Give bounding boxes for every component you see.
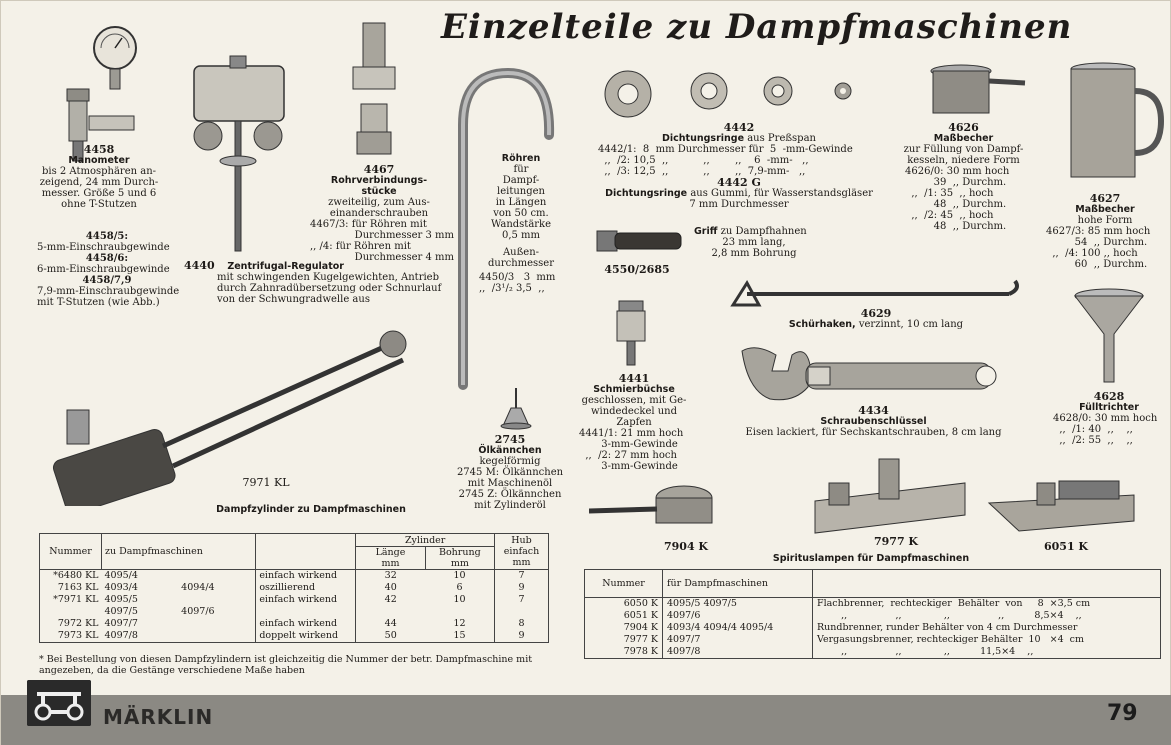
- rubber-rings-suffix: aus Gummi, für Wasserstandsgläser: [690, 188, 873, 199]
- oil-can-row: 2745 M: Ölkännchen: [456, 467, 564, 478]
- cell-engine: 4097/7: [663, 634, 813, 646]
- cell-length: 42: [356, 594, 425, 606]
- cell-number: 7163 KL: [57, 582, 99, 593]
- rubber-rings-number: 4442 G: [717, 176, 761, 189]
- order-note: * Bei Bestellung von diesen Dampfzylindern ist gleichzeitig die Nummer der betr. Dampfmaschine mit angezeben, da die Gestänge verschiedene Maße haben: [39, 654, 533, 676]
- measuring-cup-low-row: 48 ,, Durchm.: [905, 199, 1007, 210]
- cell-engine: 4093/4: [104, 582, 138, 593]
- regulator-illustration: [186, 51, 296, 256]
- cell-engine: 4095/5: [104, 594, 138, 605]
- bore-label: Bohrung: [438, 546, 481, 558]
- measuring-cup-high-illustration: [1067, 61, 1167, 181]
- measuring-cup-low-row: 4626/0: 30 mm hoch: [905, 166, 1010, 177]
- col-header-engines: zu Dampfmaschinen: [102, 534, 256, 570]
- table-row: [40, 594, 549, 606]
- cell-engine: 4097/8: [663, 646, 813, 659]
- cell-description: Vergasungsbrenner, rechteckiger Behälter 10 ×4 cm: [813, 634, 1161, 646]
- pipe-desc: Dampf-: [502, 175, 540, 186]
- cell-type: [256, 606, 356, 618]
- cell-engine: 4097/8: [104, 630, 138, 641]
- measuring-cup-low-row: 48 ,, Durchm.: [905, 221, 1007, 232]
- measuring-cup-low-illustration: [929, 63, 1029, 119]
- maerklin-logo-icon: [27, 680, 91, 726]
- table-row: [585, 646, 1161, 659]
- manometer-desc: messer. Größe 5 und 6: [41, 188, 157, 199]
- funnel-row: ,, /2: 55 ,, ,,: [1053, 435, 1133, 446]
- page-title: Einzelteile zu Dampfmaschinen: [441, 7, 1073, 47]
- cell-stroke: 7: [495, 570, 549, 583]
- manometer-variant-number: 4458/5:: [85, 231, 129, 242]
- measuring-cup-low-row: ,, /1: 35 ,, hoch: [905, 188, 994, 199]
- manometer-variant-desc: 5-mm-Einschraubgewinde: [37, 242, 170, 253]
- cell-number: 7972 KL: [57, 618, 99, 629]
- stroke-unit: mm: [512, 557, 531, 568]
- oil-can-row: 2745 Z: Ölkännchen: [458, 489, 562, 500]
- cylinder-table: [39, 533, 549, 643]
- sealing-rings-name: Dichtungsringe: [662, 133, 745, 144]
- cell-bore: 15: [453, 630, 466, 641]
- pipe-connector-name: Rohrverbindungs-: [330, 175, 428, 186]
- pipe-text: [486, 153, 556, 269]
- col-header-number: Nummer: [585, 570, 663, 598]
- cell-type: einfach wirkend: [256, 618, 356, 630]
- lamp-1-label-wrap: [651, 541, 721, 552]
- cell-length: 32: [356, 570, 425, 583]
- table-row: [585, 610, 1161, 622]
- poker-suffix: verzinnt, 10 cm lang: [858, 319, 964, 330]
- handle-number-wrap: [597, 264, 677, 275]
- length-label: Länge: [375, 546, 406, 558]
- cell-engine: 4094/4: [181, 582, 215, 593]
- sealing-rings-illustration: [601, 69, 861, 119]
- pipe-connector-variant: ,, /4: für Röhren mit: [310, 241, 411, 252]
- cell-type: einfach wirkend: [256, 570, 356, 583]
- regulator-text: [184, 260, 444, 305]
- col-header-cylinder: [356, 534, 495, 570]
- regulator-desc: von der Schwungradwelle aus: [217, 294, 370, 305]
- cell-bore: 10: [453, 594, 466, 605]
- wrench-text: [741, 405, 1006, 438]
- oil-can-desc: kegelförmig: [479, 456, 541, 467]
- sealing-rings-number: 4442: [723, 121, 755, 134]
- lamp-table: [584, 569, 1161, 659]
- measuring-cup-high-text: [1046, 193, 1164, 270]
- handle-number: 4550/2685: [604, 263, 670, 276]
- steam-cylinder-label-wrap: [231, 477, 301, 488]
- wrench-name: Schraubenschlüssel: [820, 416, 927, 427]
- pipe-connector-variant: 4467/3: für Röhren mit: [310, 219, 427, 230]
- lamps-caption: Spirituslampen für Dampfmaschinen: [772, 553, 970, 564]
- manometer-number: 4458: [83, 143, 115, 156]
- cell-length: 40: [356, 582, 425, 594]
- funnel-number: 4628: [1093, 390, 1125, 403]
- measuring-cup-low-text: [901, 122, 1026, 232]
- cell-engine: 4097/6: [663, 610, 813, 622]
- steam-cylinder-caption: Dampfzylinder zu Dampfmaschinen: [216, 504, 406, 515]
- regulator-desc: durch Zahnradübersetzung oder Schnurlauf: [217, 283, 442, 294]
- pipe-desc: für: [513, 164, 529, 175]
- oil-can-name: Ölkännchen: [478, 445, 542, 456]
- pipe-connector-illustration: [349, 19, 399, 159]
- lamp-2-label: 7977 K: [873, 535, 918, 548]
- cell-description: ,, ,, ,, 11,5×4 ,,: [813, 646, 1161, 659]
- lamps-caption-wrap: [741, 553, 1001, 564]
- manometer-variant-desc: 6-mm-Einschraubgewinde: [37, 264, 170, 275]
- rubber-rings-desc: 7 mm Durchmesser: [689, 199, 789, 210]
- lamp-3-label: 6051 K: [1043, 540, 1088, 553]
- pipe-variants: [479, 272, 569, 294]
- manometer-variant-desc: 7,9-mm-Einschraubgewinde: [37, 286, 180, 297]
- stroke-sub-label: einfach: [503, 546, 540, 557]
- oil-cup-desc: geschlossen, mit Ge-: [581, 395, 687, 406]
- pipe-desc: in Längen: [495, 197, 547, 208]
- handle-desc: 23 mm lang,: [722, 237, 786, 248]
- cell-engine: 4093/4 4094/4 4095/4: [663, 622, 813, 634]
- handle-text: [694, 226, 814, 259]
- cell-number: [40, 606, 102, 618]
- bore-unit: mm: [450, 557, 469, 569]
- measuring-cup-high-row: 4627/3: 85 mm hoch: [1046, 226, 1151, 237]
- manometer-name: Manometer: [68, 155, 130, 166]
- pipe-name: Röhren: [501, 153, 541, 164]
- pipe-connector-variant-desc: Durchmesser 3 mm: [354, 230, 454, 241]
- pipe-desc: 0,5 mm: [501, 230, 541, 241]
- handle-suffix: zu Dampfhahnen: [720, 226, 807, 237]
- manometer-variant-number: 4458/6:: [85, 253, 129, 264]
- oil-cup-row: ,, /2: 27 mm hoch: [579, 450, 677, 461]
- measuring-cup-high-name: Maßbecher: [1075, 204, 1135, 215]
- cell-description: ,, ,, ,, ,, 8,5×4 ,,: [813, 610, 1161, 622]
- lamp-2-label-wrap: [861, 536, 931, 547]
- cell-engine: [178, 570, 256, 583]
- cell-engine: 4097/6: [181, 606, 215, 617]
- cell-stroke: 9: [495, 582, 549, 594]
- page-number: 79: [1107, 701, 1138, 726]
- cell-bore: 10: [453, 570, 466, 581]
- cylinder-group-label: Zylinder: [356, 535, 494, 547]
- col-header-engines: für Dampfmaschinen: [663, 570, 813, 598]
- table-row: [40, 630, 549, 643]
- measuring-cup-low-row: ,, /2: 45 ,, hoch: [905, 210, 994, 221]
- stroke-label: Hub: [511, 535, 532, 546]
- handle-name: Griff: [694, 226, 718, 237]
- oil-cup-illustration: [613, 299, 649, 369]
- wrench-desc: Eisen lackiert, für Sechskantschrauben, 8 cm lang: [745, 427, 1002, 438]
- pipe-connector-desc: zweiteilig, zum Aus-: [328, 197, 430, 208]
- cell-number: 7973 KL: [57, 630, 99, 641]
- manometer-variant-number: 4458/7,9: [82, 275, 132, 286]
- measuring-cup-high-row: ,, /4: 100 ,, hoch: [1046, 248, 1138, 259]
- cell-number: *7971 KL: [53, 594, 99, 605]
- regulator-desc: mit schwingenden Kugelgewichten, Antrieb: [217, 272, 439, 283]
- sealing-rings-row: 4442/1: 8 mm Durchmesser für 5 -mm-Gewinde: [598, 144, 853, 155]
- oil-cup-desc: windedeckel und Zapfen: [590, 406, 678, 428]
- cell-engine: [178, 630, 256, 643]
- pipe-desc: von 50 cm.: [493, 208, 549, 219]
- table-row: [40, 618, 549, 630]
- pipe-desc: durchmesser: [487, 258, 555, 269]
- table-row: [585, 622, 1161, 634]
- cell-number: 7978 K: [623, 646, 658, 657]
- funnel-row: ,, /1: 40 ,, ,,: [1053, 424, 1133, 435]
- table-row: [40, 582, 549, 594]
- cell-number: 6051 K: [623, 610, 658, 621]
- col-header-type: [256, 534, 356, 570]
- table-row: [40, 570, 549, 583]
- cell-engine: 4095/5 4097/5: [663, 598, 813, 611]
- cell-stroke: 9: [495, 630, 549, 643]
- oil-cup-number: 4441: [618, 372, 650, 385]
- cell-number: 7904 K: [623, 622, 658, 633]
- pipe-connector-desc: einanderschrauben: [329, 208, 429, 219]
- manometer-text: [29, 144, 169, 210]
- cell-type: doppelt wirkend: [256, 630, 356, 643]
- cell-length: [356, 606, 425, 618]
- oil-can-illustration: [495, 386, 537, 430]
- cell-number: 6050 K: [623, 598, 658, 609]
- manometer-desc: zeigend, 24 mm Durch-: [39, 177, 159, 188]
- pipe-connector-text: [304, 164, 454, 263]
- pipe-connector-variant-desc: Durchmesser 4 mm: [354, 252, 454, 263]
- funnel-text: [1053, 391, 1165, 446]
- cell-description: Rundbrenner, runder Behälter von 4 cm Durchmesser: [813, 622, 1161, 634]
- rubber-rings-name: Dichtungsringe: [605, 188, 688, 199]
- pipe-connector-name: stücke: [361, 186, 397, 197]
- manometer-variants: [37, 231, 180, 308]
- oil-cup-name: Schmierbüchse: [593, 384, 675, 395]
- table-row: [585, 598, 1161, 611]
- measuring-cup-low-name: Maßbecher: [933, 133, 994, 144]
- pipe-variant: ,, /3¹/₂ 3,5 ,,: [479, 283, 545, 294]
- funnel-row: 4628/0: 30 mm hoch: [1053, 413, 1158, 424]
- oil-can-text: [456, 434, 564, 511]
- wrench-number: 4434: [858, 404, 889, 417]
- oil-can-row: mit Zylinderöl: [474, 500, 546, 511]
- cell-engine: [178, 618, 256, 630]
- wrench-illustration: [736, 341, 1011, 411]
- poker-name: Schürhaken,: [788, 319, 856, 330]
- oil-cup-row: 4441/1: 21 mm hoch: [579, 428, 684, 439]
- sealing-rings-text: [594, 122, 884, 210]
- measuring-cup-low-row: 39 ,, Durchm.: [905, 177, 1007, 188]
- pipe-variant: 4450/3 3 mm: [479, 272, 556, 283]
- cell-engine: 4097/5: [104, 606, 138, 617]
- steam-cylinder-label: 7971 KL: [242, 476, 290, 489]
- handle-illustration: [595, 227, 685, 257]
- col-header-description: [813, 570, 1161, 598]
- cell-bore: [425, 606, 494, 618]
- cell-bore: 12: [453, 618, 466, 629]
- cell-type: einfach wirkend: [256, 594, 356, 606]
- measuring-cup-low-desc: zur Füllung von Dampf-: [903, 144, 1024, 155]
- cell-description: Flachbrenner, rechteckiger Behälter von 8 ×3,5 cm: [813, 598, 1161, 611]
- handle-desc: 2,8 mm Bohrung: [711, 248, 797, 259]
- oil-cup-row: 3-mm-Gewinde: [579, 439, 678, 450]
- cell-engine: 4097/7: [104, 618, 138, 629]
- cell-number: *6480 KL: [53, 570, 99, 581]
- pipe-connector-number: 4467: [363, 163, 395, 176]
- poker-illustration: [729, 279, 1024, 309]
- pipe-desc: Wandstärke: [490, 219, 552, 230]
- cell-length: 50: [356, 630, 425, 643]
- table-row: [585, 634, 1161, 646]
- cell-stroke: 7: [495, 594, 549, 606]
- col-header-stroke: [495, 534, 549, 570]
- oil-cup-row: 3-mm-Gewinde: [579, 461, 678, 472]
- lamp-1-label: 7904 K: [663, 540, 708, 553]
- regulator-name: Zentrifugal-Regulator: [227, 261, 344, 272]
- steam-cylinder-illustration: [43, 306, 433, 506]
- steam-cylinder-caption-wrap: [181, 504, 441, 515]
- col-header-number: Nummer: [40, 534, 102, 570]
- measuring-cup-high-desc: hohe Form: [1077, 215, 1133, 226]
- sealing-rings-row: ,, /2: 10,5 ,, ,, ,, 6 -mm- ,,: [598, 155, 809, 166]
- cell-stroke: [495, 606, 549, 618]
- cell-number: 7977 K: [623, 634, 658, 645]
- manometer-desc: ohne T-Stutzen: [61, 199, 137, 210]
- cell-length: 44: [356, 618, 425, 630]
- oil-can-row: mit Maschinenöl: [467, 478, 553, 489]
- cell-engine: [178, 594, 256, 606]
- sealing-rings-row: ,, /3: 12,5 ,, ,, ,, 7,9-mm- ,,: [598, 166, 806, 177]
- measuring-cup-low-number: 4626: [948, 121, 979, 134]
- sealing-rings-suffix: aus Preßspan: [747, 133, 816, 144]
- cell-stroke: 8: [495, 618, 549, 630]
- manometer-variant-desc: mit T-Stutzen (wie Abb.): [37, 297, 160, 308]
- measuring-cup-high-number: 4627: [1089, 192, 1121, 205]
- spirit-lamps-illustration: [589, 453, 1149, 535]
- oil-can-number: 2745: [494, 433, 526, 446]
- poker-number: 4629: [860, 307, 892, 320]
- lamp-3-label-wrap: [1031, 541, 1101, 552]
- cell-type: oszillierend: [256, 582, 356, 594]
- table-row: [40, 606, 549, 618]
- pipe-desc: leitungen: [497, 186, 545, 197]
- funnel-name: Fülltrichter: [1079, 402, 1139, 413]
- pipe-desc: Außen-: [502, 247, 540, 258]
- funnel-illustration: [1071, 286, 1151, 386]
- measuring-cup-low-desc: kesseln, niedere Form: [907, 155, 1020, 166]
- poker-text: [761, 308, 991, 330]
- length-unit: mm: [381, 557, 400, 569]
- regulator-number: 4440: [184, 259, 215, 272]
- brand-name: MÄRKLIN: [103, 705, 214, 729]
- cell-engine: 4095/4: [104, 570, 138, 581]
- measuring-cup-high-row: 54 ,, Durchm.: [1046, 237, 1148, 248]
- manometer-desc: bis 2 Atmosphären an-: [41, 166, 157, 177]
- measuring-cup-high-row: 60 ,, Durchm.: [1046, 259, 1148, 270]
- cell-bore: 6: [456, 582, 463, 593]
